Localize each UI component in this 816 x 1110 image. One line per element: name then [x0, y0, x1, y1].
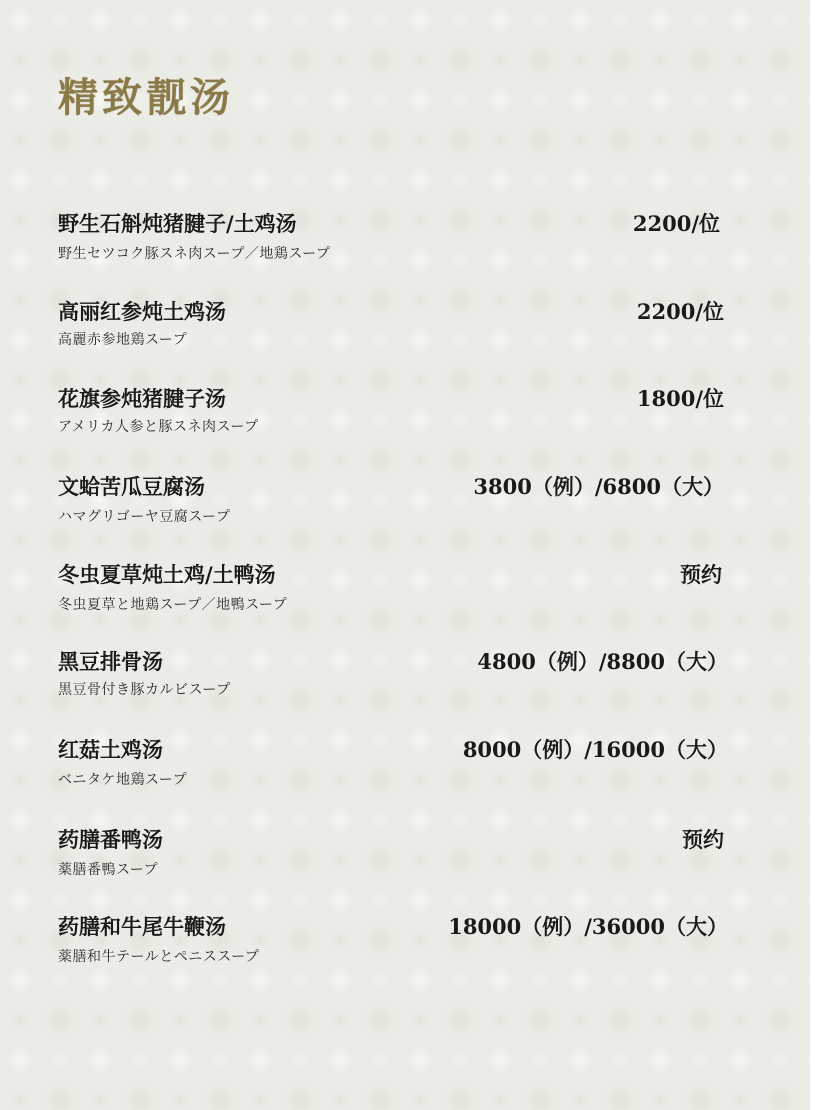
- item-price: 预约: [680, 562, 722, 587]
- item-name: 黑豆排骨汤: [58, 649, 163, 674]
- item-name: 药膳和牛尾牛鞭汤: [58, 914, 226, 939]
- item-price: 18000（例）/36000（大）: [448, 914, 728, 939]
- item-subtitle: 野生セツコク豚スネ肉スープ／地鶏スープ: [58, 246, 331, 262]
- menu-item: [58, 208, 730, 272]
- item-name: 野生石斛炖猪腱子/土鸡汤: [58, 211, 297, 236]
- item-name: 药膳番鸭汤: [58, 827, 163, 852]
- item-subtitle: ベニタケ地鶏スープ: [58, 772, 188, 788]
- item-price: 2200/位: [636, 299, 724, 324]
- item-subtitle: アメリカ人参と豚スネ肉スープ: [58, 419, 259, 435]
- menu-item: [58, 824, 730, 888]
- item-name: 高丽红参炖土鸡汤: [58, 299, 226, 324]
- item-name: 文蛤苦瓜豆腐汤: [58, 474, 205, 499]
- menu-item: [58, 383, 730, 447]
- menu-item: [58, 646, 730, 710]
- item-price: 2200/位: [632, 211, 720, 236]
- item-price: 8000（例）/16000（大）: [462, 737, 728, 762]
- item-subtitle: 黒豆骨付き豚カルビスープ: [58, 682, 231, 698]
- menu-item: [58, 296, 730, 360]
- item-price: 预约: [682, 827, 724, 852]
- page-edge: [810, 0, 816, 1110]
- item-subtitle: 冬虫夏草と地鶏スープ／地鴨スープ: [58, 597, 288, 613]
- item-subtitle: ハマグリゴーヤ豆腐スープ: [58, 509, 231, 525]
- menu-item: [58, 911, 730, 975]
- menu-item: [58, 471, 730, 535]
- item-name: 红菇土鸡汤: [58, 737, 163, 762]
- item-price: 1800/位: [636, 386, 724, 411]
- item-name: 冬虫夏草炖土鸡/土鸭汤: [58, 562, 276, 587]
- page-title: 精致靓汤: [58, 74, 234, 121]
- item-subtitle: 高麗赤参地鶏スープ: [58, 332, 188, 348]
- item-name: 花旗参炖猪腱子汤: [58, 386, 226, 411]
- menu-item: [58, 559, 730, 623]
- item-subtitle: 薬膳和牛テールとペニススープ: [58, 949, 260, 965]
- menu-item: [58, 734, 730, 798]
- item-price: 3800（例）/6800（大）: [473, 474, 724, 499]
- item-subtitle: 薬膳番鴨スープ: [58, 862, 159, 878]
- item-price: 4800（例）/8800（大）: [477, 649, 728, 674]
